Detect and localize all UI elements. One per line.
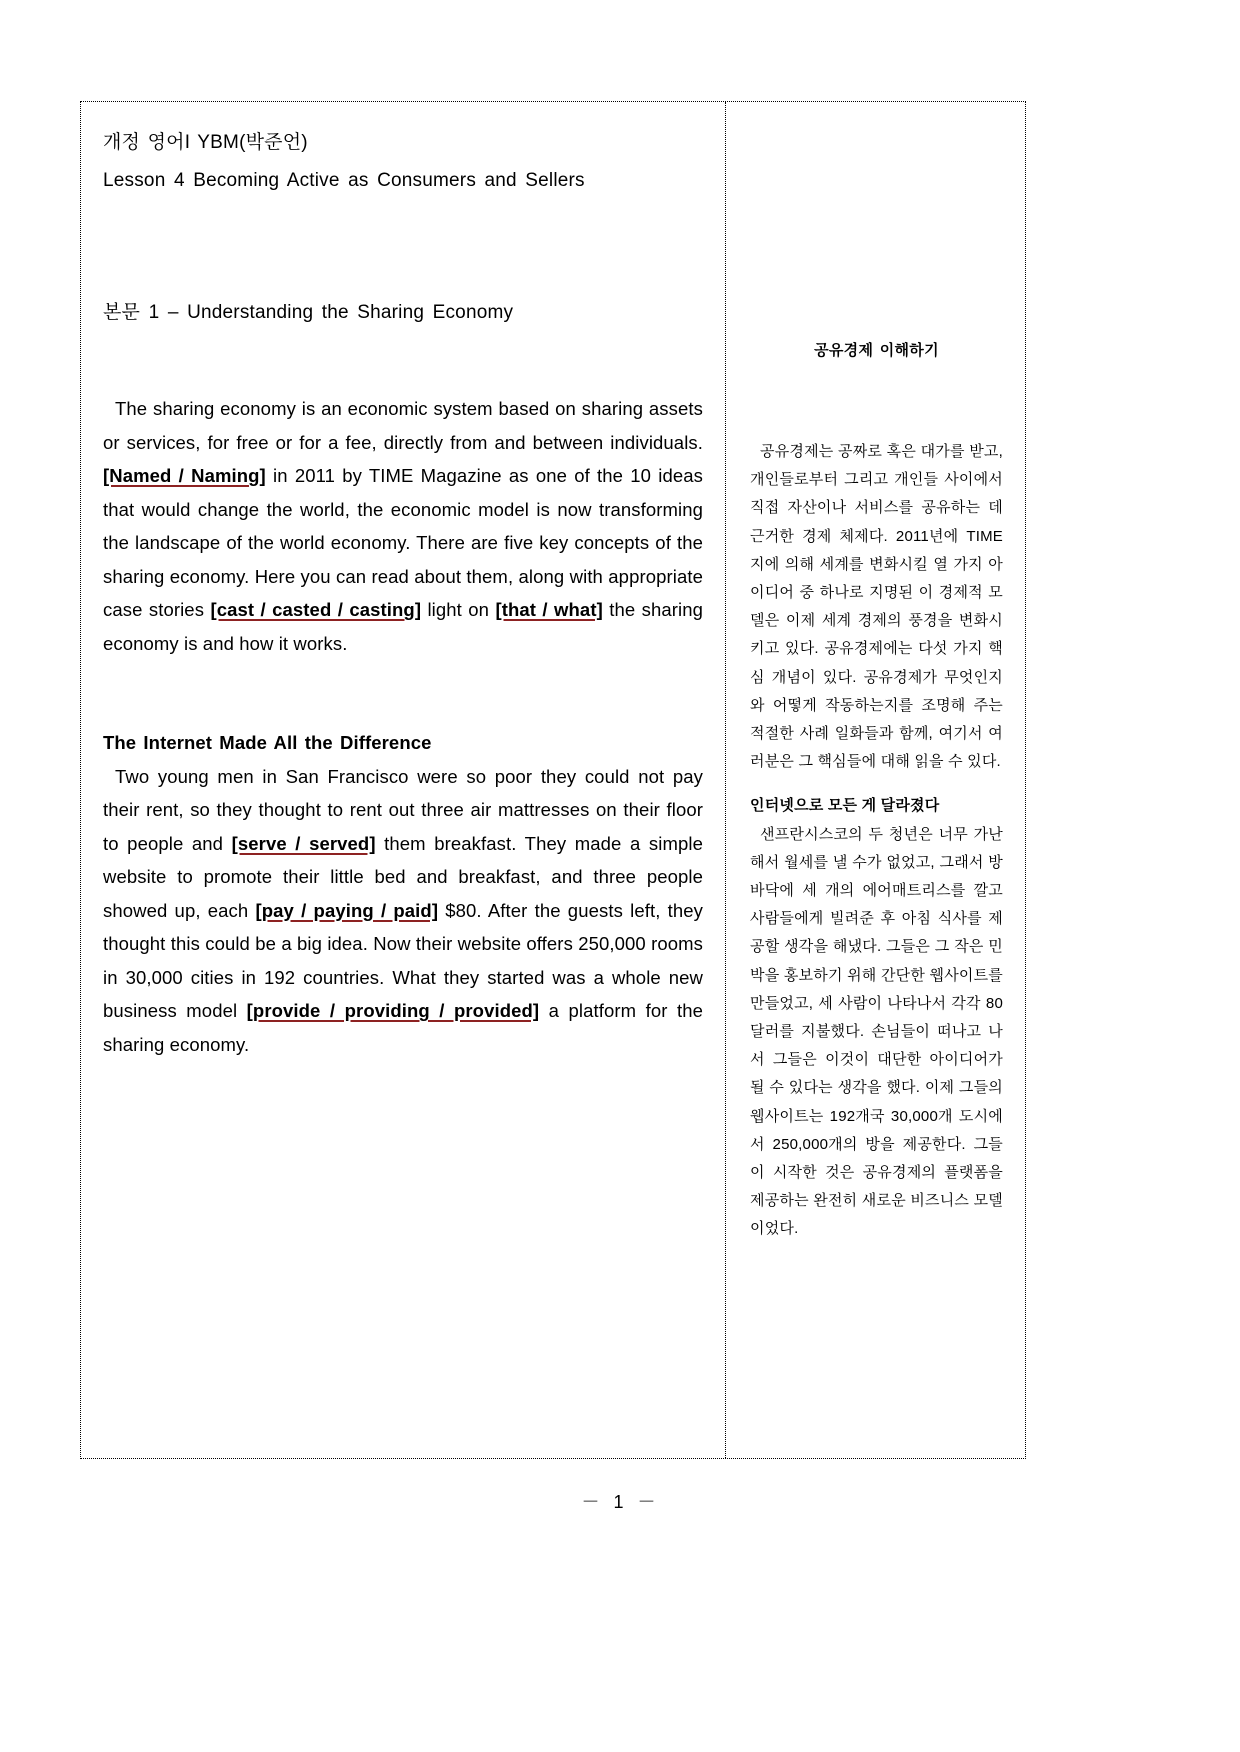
korean-column (726, 102, 1025, 1458)
grammar-choice-provide-providing-provided[interactable]: [provide / providing / provided] (246, 1000, 540, 1021)
page-number: － 1 － (581, 1492, 659, 1512)
paragraph-1-text-part-2: in 2011 by TIME Magazine as one of the 10 ideas that would change the world, the economic model is now transforming the landscape of the world economy. There are five key concepts of the sharing economy. Here you can read about them, along with appropriate case stories (103, 465, 703, 620)
grammar-choice-cast-casted-casting[interactable]: [cast / casted / casting] (210, 599, 422, 620)
grammar-choice-named-naming[interactable]: [Named / Naming] (103, 465, 266, 486)
english-column (81, 102, 725, 1458)
paragraph-1-text-part-1: The sharing economy is an economic system based on sharing assets or services, for free or for a fee, directly from and between individuals. (103, 398, 703, 453)
english-subheading: The Internet Made All the Difference (103, 732, 432, 753)
korean-paragraph-spacer (750, 776, 1003, 792)
korean-paragraph-1: 공유경제는 공짜로 혹은 대가를 받고, 개인들로부터 그리고 개인들 사이에서 직접 자산이나 서비스를 공유하는 데 근거한 경제 체제다. 2011년에 TIME지에 의해 세계를 변화시킬 열 가지 아이디어 중 하나로 지명된 이 경제적 모델은 이제 세계 경제의 풍경을 변화시키고 있다. 공유경제에는 다섯 가지 핵심 개념이 있다. 공유경제가 무엇인지와 어떻게 작동하는지를 조명해 주는 적절한 사례 일화들과 함께, 여기서 여러분은 그 핵심들에 대해 읽을 수 있다. (750, 443, 1003, 771)
korean-paragraph-2: 샌프란시스코의 두 청년은 너무 가난해서 월세를 낼 수가 없었고, 그래서 방바닥에 세 개의 에어매트리스를 깔고 사람들에게 빌려준 후 아침 식사를 제공할 생각을 해냈다. 그들은 그 작은 민박을 홍보하기 위해 간단한 웹사이트를 만들었고, 세 사람이 나타나서 각각 80달러를 지불했다. 손님들이 떠나고 나서 그들은 이것이 대단한 아이디어가 될 수 있다는 생각을 했다. 이제 그들의 웹사이트는 192개국 30,000개 도시에서 250,000개의 방을 제공한다. 그들이 시작한 것은 공유경제의 플랫폼을 제공하는 완전히 새로운 비즈니스 모델이었다. (750, 825, 1003, 1238)
english-paragraph-2 (103, 760, 703, 1062)
paragraph-1-text-part-4: the sharing economy is and how it works. (103, 599, 704, 654)
korean-subheading: 인터넷으로 모든 게 달라졌다 (750, 797, 940, 815)
grammar-choice-serve-served[interactable]: [serve / served] (231, 832, 376, 854)
course-title: 개정 영어I YBM(박준언) (103, 132, 308, 153)
lesson-title: Lesson 4 Becoming Active as Consumers and Sellers (103, 170, 585, 191)
paragraph-2-text-part-4: a platform for the sharing economy. (103, 1000, 703, 1055)
paragraph-2-text-part-1: Two young men in San Francisco were so poor they could not pay their rent, so they thought to rent out three air mattresses on their floor to people and (103, 765, 703, 854)
paragraph-spacer (103, 660, 703, 726)
english-paragraph-1 (103, 392, 703, 660)
paragraph-2-text-part-2: them breakfast. They made a simple website to promote their little bed and breakfast, and three people showed up, each (103, 832, 703, 921)
korean-title: 공유경제 이해하기 (814, 342, 939, 359)
grammar-choice-pay-paying-paid[interactable]: [pay / paying / paid] (255, 899, 439, 921)
paragraph-1-text-part-3: light on (421, 599, 496, 620)
section-title: 본문 1 – Understanding the Sharing Economy (103, 302, 514, 323)
page-columns (81, 102, 1025, 1458)
document-header (103, 124, 703, 200)
paragraph-2-text-part-3: $80. After the guests left, they thought this could be a big idea. Now their website offers 250,000 rooms in 30,000 cities in 192 countries. What they started was a whole new business model (103, 899, 703, 1021)
grammar-choice-that-what[interactable]: [that / what] (495, 599, 603, 620)
